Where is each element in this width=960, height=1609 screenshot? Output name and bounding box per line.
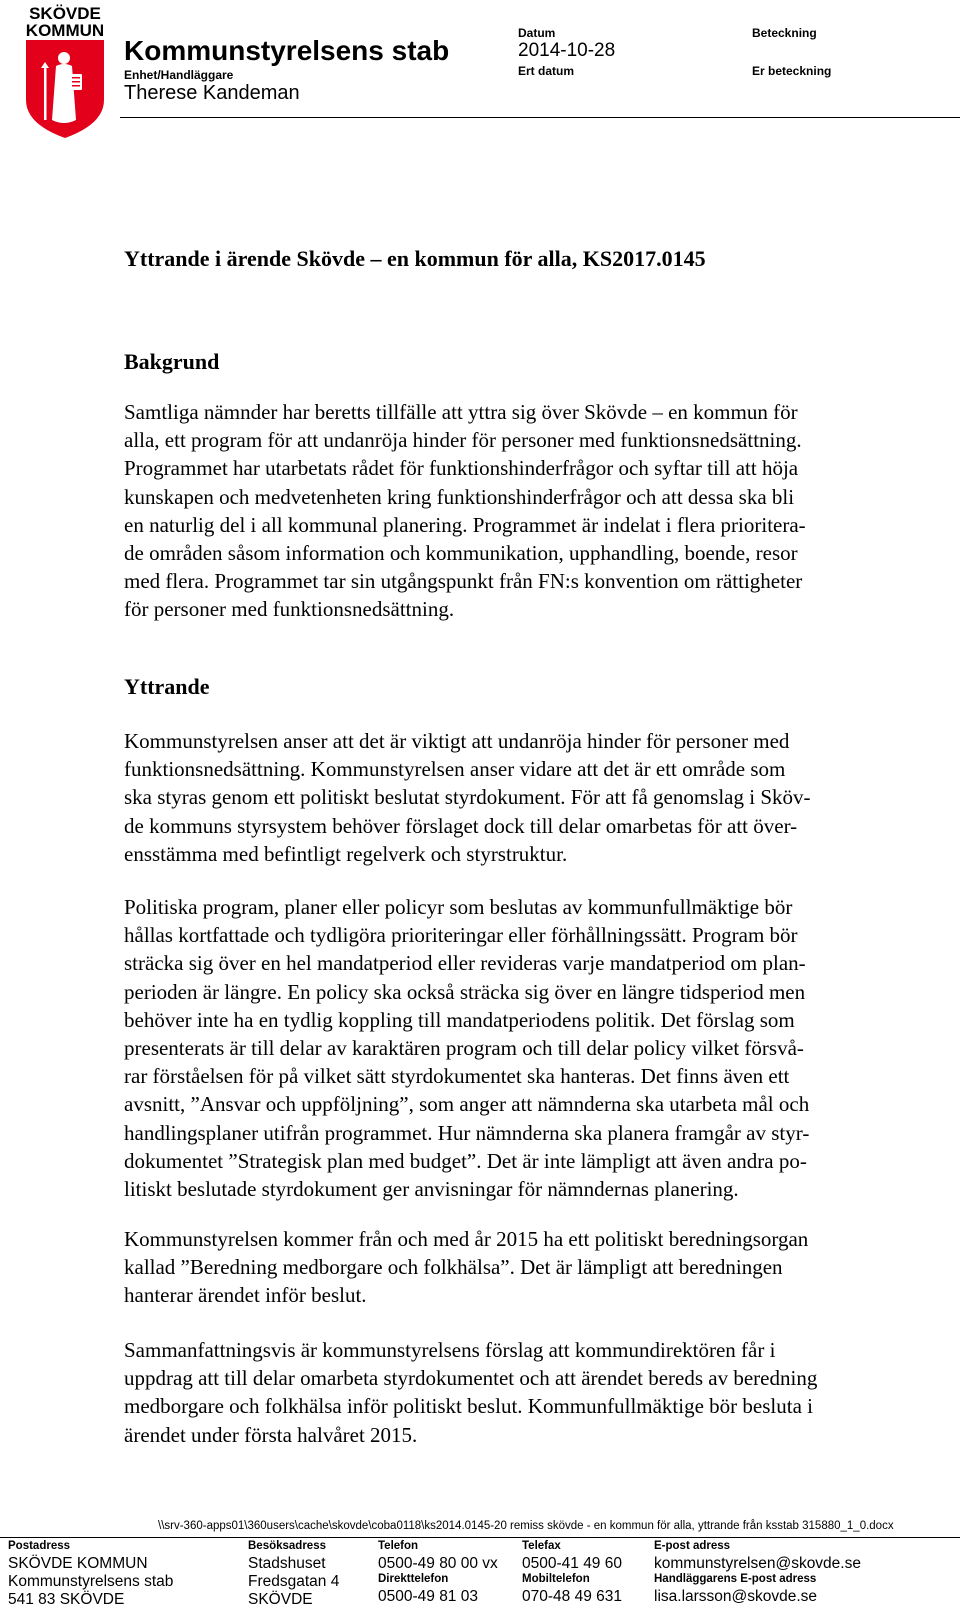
visit-line-1: Stadshuset	[248, 1555, 326, 1572]
paragraph-yttrande-3: Kommunstyrelsen kommer från och med år 2015 ha ett politiskt beredningsorgan kallad ”Beredning medborgare och folkhälsa”. Det är lämpligt att beredningen hanterar ärendet inför beslut.	[124, 1227, 809, 1308]
email-value: kommunstyrelsen@skovde.se	[654, 1555, 861, 1572]
direct-phone-value: 0500-49 81 03	[378, 1588, 478, 1605]
handler-name: Therese Kandeman	[124, 82, 300, 104]
header-divider	[120, 117, 960, 118]
mobile-value: 070-48 49 631	[522, 1588, 622, 1605]
skovde-kommun-logo	[20, 2, 110, 142]
date-value: 2014-10-28	[518, 40, 616, 61]
postal-line-2: Kommunstyrelsens stab	[8, 1573, 174, 1590]
date-label: Datum	[518, 26, 556, 40]
visit-label: Besöksadress	[248, 1540, 326, 1552]
postal-line-3: 541 83 SKÖVDE	[8, 1591, 125, 1608]
postal-line-1: SKÖVDE KOMMUN	[8, 1555, 148, 1572]
visit-line-3: SKÖVDE	[248, 1591, 313, 1608]
unit-label: Enhet/Handläggare	[124, 68, 234, 82]
paragraph-yttrande-4: Sammanfattningsvis är kommunstyrelsens förslag att kommundirektören får i uppdrag att till delar omarbeta styrdokumentet och att ärendet bereds av beredning medborgare och folkhälsa inför politiskt beslut. Kommunfullmäktige bör besluta i ärendet under första halvåret 2015.	[124, 1338, 818, 1447]
paragraph-yttrande-2: Politiska program, planer eller policyr som beslutas av kommunfullmäktige bör hållas kortfattade och tydligöra prioriteringar eller förhållningssätt. Program bör sträcka sig över en hel mandatperiod eller revideras varje mandatperiod om plan- perioden är längre. En policy ska också sträcka sig över en längre tidsperiod men behöver inte ha en tydlig koppling till mandatperiodens politik. Det förslag som presenterats är till delar av karaktären program och till delar policy vilket försvå- rar förståelsen för på vilket sätt styrdokumentet ska hanteras. Det finns även ett avsnitt, ”Ansvar och uppföljning”, som anger att nämnderna ska utarbeta mål och handlingsplaner utifrån programmet. Hur nämnderna ska planera framgår av styr- dokumentet ”Strategisk plan med budget”. Det är inte lämpligt att även andra po- litiskt beslutade styrdokument ger anvisningar för nämndernas planering.	[124, 895, 810, 1202]
email-label: E-post adress	[654, 1540, 731, 1552]
fax-label: Telefax	[522, 1540, 561, 1552]
phone-label: Telefon	[378, 1540, 419, 1552]
logo-text-line1: SKÖVDE	[29, 4, 101, 23]
section-heading-bakgrund: Bakgrund	[124, 349, 220, 374]
fax-value: 0500-41 49 60	[522, 1555, 622, 1572]
org-name: Kommunstyrelsens stab	[124, 35, 450, 66]
handler-email-value: lisa.larsson@skovde.se	[654, 1588, 818, 1605]
logo-text-line2: KOMMUN	[25, 21, 105, 40]
section-heading-yttrande: Yttrande	[124, 674, 210, 699]
reference-label: Beteckning	[752, 26, 817, 40]
phone-value: 0500-49 80 00 vx	[378, 1555, 498, 1572]
paragraph-bakgrund: Samtliga nämnder har beretts tillfälle att yttra sig över Skövde – en kommun för alla, ett program för att undanröja hinder för personer med funktionsnedsättning. Programmet har utarbetats rådet för funktionshinderfrågor och syftar till att höja kunskapen och medvetenheten kring funktionshinderfrågor och att dessa ska bli en naturlig del i all kommunal planering. Programmet är indelat i flera prioritera- de områden såsom information och kommunikation, upphandling, boende, resor med flera. Programmet tar sin utgångspunkt från FN:s konvention om rättigheter för personer med funktionsnedsättning.	[124, 400, 806, 622]
your-date-label: Ert datum	[518, 64, 575, 78]
mobile-label: Mobiltelefon	[522, 1573, 590, 1585]
document-title: Yttrande i ärende Skövde – en kommun för alla, KS2017.0145	[124, 246, 706, 271]
your-reference-label: Er beteckning	[752, 64, 832, 78]
direct-phone-label: Direkttelefon	[378, 1573, 449, 1585]
visit-line-2: Fredsgatan 4	[248, 1573, 340, 1590]
paragraph-yttrande-1: Kommunstyrelsen anser att det är viktigt att undanröja hinder för personer med funktionsnedsättning. Kommunstyrelsen anser vidare att det är ett område som ska styras genom ett politiskt beslutat styrdokument. För att få genomslag i Sköv- de kommuns styrsystem behöver förslaget dock till delar omarbetas för att över- ensstämma med befintligt regelverk och styrstruktur.	[124, 729, 811, 866]
file-path: \\srv-360-apps01\360users\cache\skovde\coba0118\ks2014.0145-20 remiss skövde - en kommun för alla, yttrande från ksstab 315880_1_0.docx	[158, 1520, 894, 1532]
footer-divider	[0, 1537, 960, 1538]
handler-email-label: Handläggarens E-post adress	[654, 1573, 817, 1585]
postal-label: Postadress	[8, 1540, 71, 1552]
